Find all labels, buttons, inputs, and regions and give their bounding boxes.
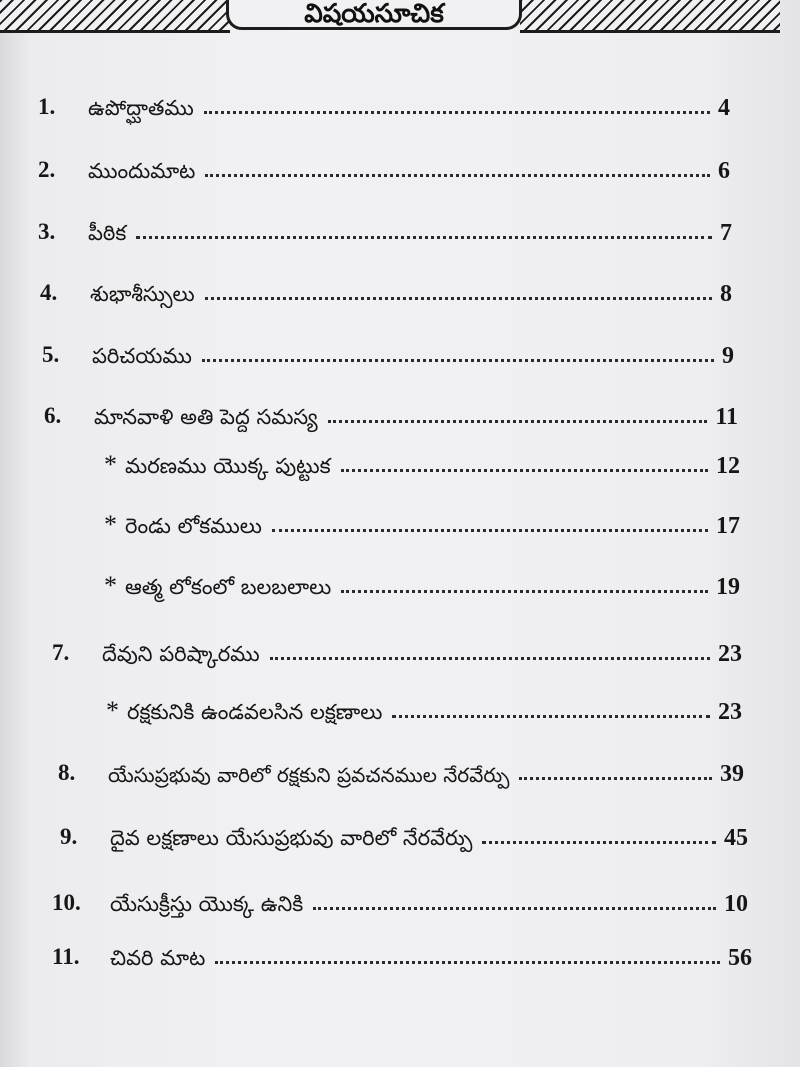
dot-leader bbox=[392, 715, 710, 718]
entry-number: 1. bbox=[38, 94, 56, 119]
entry-page: 12 bbox=[716, 453, 740, 479]
entry-title: దేవుని పరిష్కారము bbox=[102, 641, 260, 666]
entry-page: 8 bbox=[720, 281, 732, 307]
toc-entry bbox=[60, 814, 748, 850]
toc-entry bbox=[38, 209, 732, 245]
entry-title: చివరి మాట bbox=[110, 945, 206, 970]
entry-title: ఆత్మ లోకంలో బలబలాలు bbox=[125, 574, 332, 599]
dot-leader bbox=[205, 297, 712, 300]
entry-page: 6 bbox=[718, 158, 730, 184]
entry-page: 56 bbox=[728, 945, 752, 971]
toc-entry bbox=[38, 147, 730, 183]
entry-title: యేసుప్రభువు వారిలో రక్షకుని ప్రవచనముల నేరవేర్పు bbox=[108, 763, 510, 787]
toc-entry bbox=[42, 332, 734, 368]
contents-title: విషయసూచిక bbox=[304, 0, 444, 29]
entry-title: రక్షకునికి ఉండవలసిన లక్షణాలు bbox=[127, 699, 383, 724]
entry-number: 11. bbox=[52, 944, 80, 969]
entry-number: 6. bbox=[44, 403, 62, 428]
entry-number: 2. bbox=[38, 157, 56, 182]
subentry-bullet: * bbox=[104, 571, 117, 600]
subentry-bullet: * bbox=[104, 450, 117, 479]
entry-title: మానవాళి అతి పెద్ద సమస్య bbox=[94, 404, 318, 429]
entry-page: 19 bbox=[716, 574, 740, 600]
entry-page: 23 bbox=[718, 699, 742, 725]
entry-number: 3. bbox=[38, 219, 56, 244]
entry-page: 45 bbox=[724, 825, 748, 851]
entry-title: ముందుమాట bbox=[88, 158, 196, 183]
entry-number: 9. bbox=[60, 824, 78, 849]
dot-leader bbox=[202, 359, 714, 362]
dot-leader bbox=[328, 420, 708, 423]
toc-entry bbox=[52, 630, 742, 666]
entry-number: 4. bbox=[40, 280, 58, 305]
dot-leader bbox=[341, 590, 708, 593]
header-band bbox=[0, 0, 800, 36]
entry-title: మరణము యొక్క పుట్టుక bbox=[125, 453, 331, 478]
entry-page: 10 bbox=[724, 891, 748, 917]
entry-page: 23 bbox=[718, 641, 742, 667]
entry-number: 7. bbox=[52, 640, 70, 665]
dot-leader bbox=[519, 777, 712, 780]
entry-title: పరిచయము bbox=[92, 343, 192, 368]
header-hatch-right bbox=[520, 0, 780, 33]
toc-entry bbox=[38, 84, 730, 120]
entry-title: పీఠిక bbox=[88, 220, 127, 245]
entry-number: 8. bbox=[58, 760, 76, 785]
entry-title: యేసుక్రీస్తు యొక్క ఉనికి bbox=[110, 891, 304, 916]
entry-page: 17 bbox=[716, 513, 740, 539]
toc-subentry bbox=[104, 502, 740, 538]
toc-entry bbox=[52, 934, 752, 970]
dot-leader bbox=[341, 469, 708, 472]
entry-page: 7 bbox=[720, 220, 732, 246]
entry-title: శుభాశీస్సులు bbox=[90, 281, 195, 306]
toc-subentry bbox=[104, 563, 740, 599]
subentry-bullet: * bbox=[104, 510, 117, 539]
toc-entry bbox=[52, 880, 748, 916]
entry-page: 9 bbox=[722, 343, 734, 369]
toc-entry bbox=[44, 393, 738, 429]
entry-title: ఉపోద్ఘాతము bbox=[88, 95, 194, 120]
entry-page: 11 bbox=[715, 404, 738, 430]
entry-title: దైవ లక్షణాలు యేసుప్రభువు వారిలో నేరవేర్పు bbox=[110, 825, 473, 850]
dot-leader bbox=[204, 111, 710, 114]
subentry-bullet: * bbox=[106, 696, 119, 725]
toc-entry bbox=[58, 750, 744, 786]
dot-leader bbox=[313, 907, 716, 910]
entry-number: 10. bbox=[52, 890, 81, 915]
entry-page: 4 bbox=[718, 95, 730, 121]
dot-leader bbox=[482, 841, 716, 844]
contents-title-box bbox=[226, 0, 522, 30]
header-hatch-left bbox=[0, 0, 230, 33]
dot-leader bbox=[136, 236, 712, 239]
dot-leader bbox=[270, 657, 710, 660]
entry-number: 5. bbox=[42, 342, 60, 367]
toc-subentry bbox=[106, 688, 742, 724]
toc-subentry bbox=[104, 442, 740, 478]
entry-page: 39 bbox=[720, 761, 744, 787]
toc-entry bbox=[40, 270, 732, 306]
dot-leader bbox=[272, 529, 708, 532]
dot-leader bbox=[215, 961, 720, 964]
dot-leader bbox=[205, 174, 710, 177]
entry-title: రెండు లోకములు bbox=[125, 513, 262, 538]
